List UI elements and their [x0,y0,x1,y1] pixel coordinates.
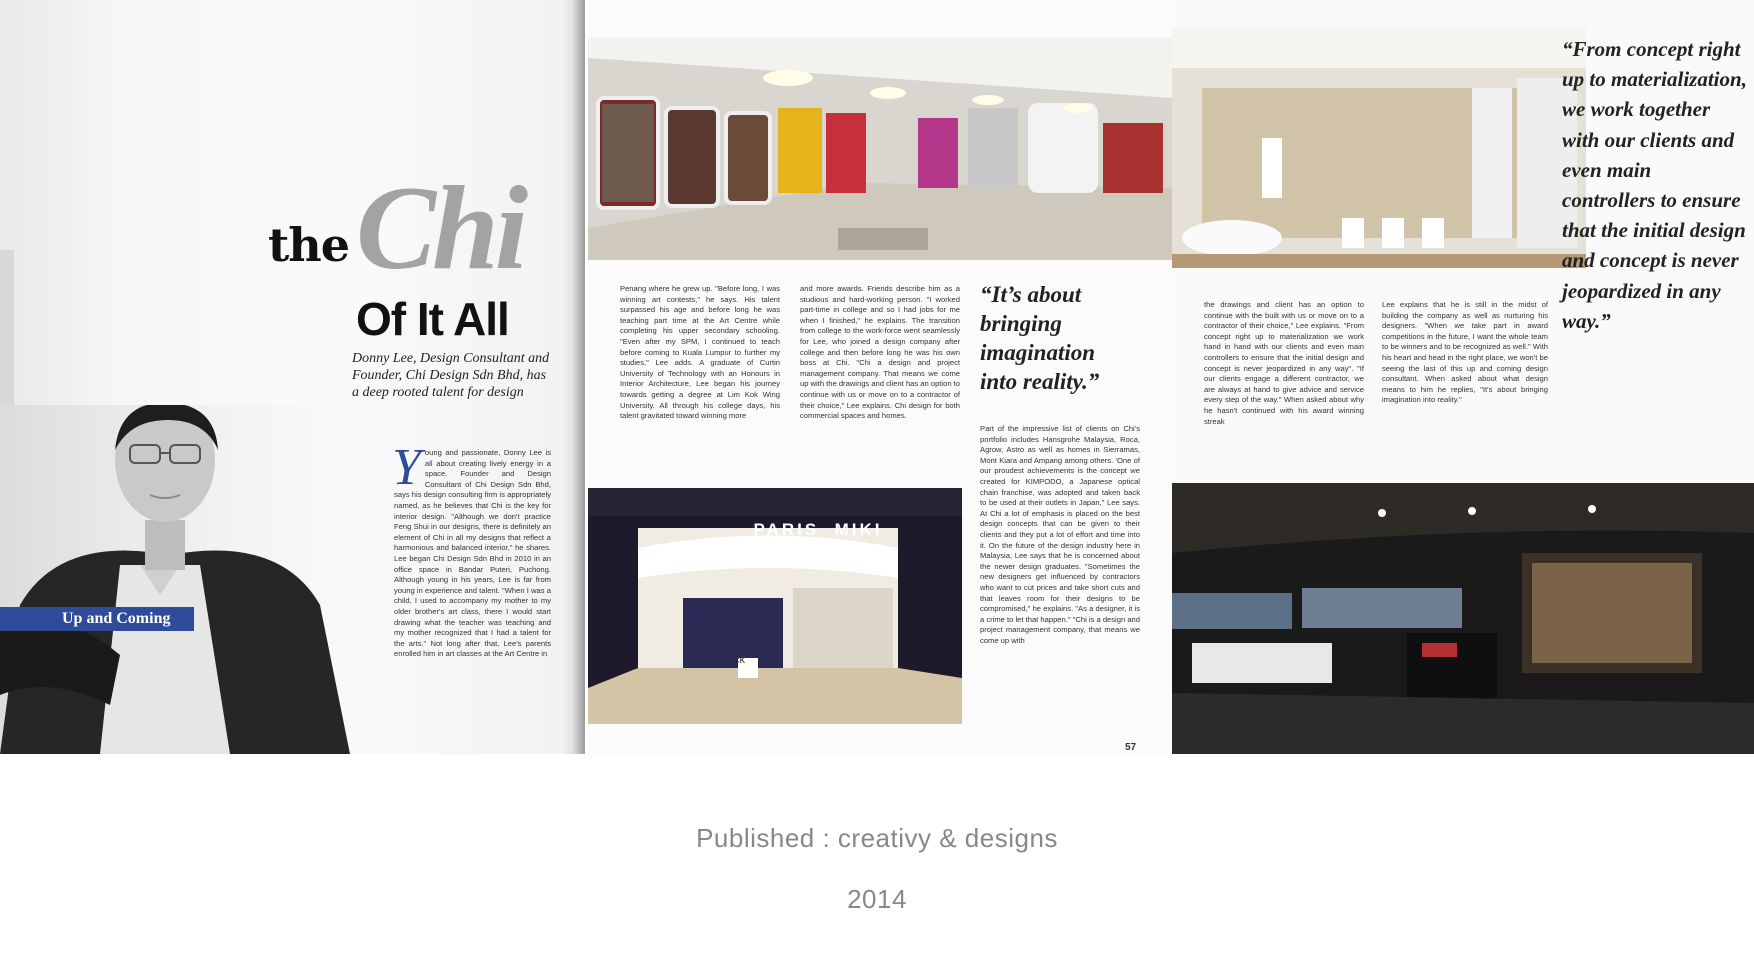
bathroom-showroom-photo [1172,28,1586,268]
store-brand-mark: ck [734,654,745,666]
article-column-5: the drawings and client has an option to continue with the built with us or move on to a contractor of their choice," Lee explains. "From concept right up to materialization we work hand in hand with our clients and even main controllers to ensure that the initial design and concept is never jeopardized in any way". "If our clients engage a different contractor, we are always at hand to give advice and service every step of the way." When asked about why he hasn't continued with his award winning streak [1204,300,1364,426]
drop-cap: Y [392,439,421,496]
section-tag: Up and Coming [0,607,194,631]
store-sign: PARIS MIKI [753,520,883,539]
right-page [1172,0,1754,754]
article-column-6: Lee explains that he is still in the midst of building the company as well as nurturing his designers. "When we take part in award competitions in the future, I want the whole team to be winners and to be recognized as well." With his heart and head in the right place, we won't be seeing the last of this up and coming design consultant. When asked about what design means to him he replies, "It's about bringing imagination into reality." [1382,300,1548,405]
pull-quote-imagination: “It’s about bringing imagination into reality.” [980,282,1100,394]
page-number: 57 [1125,742,1137,753]
left-page [0,0,585,754]
title-chi: Chi [356,161,525,294]
mall-corridor-photo [588,38,1172,260]
article-column-1 [392,439,551,660]
published-year: 2014 [847,884,907,914]
title-of-it-all: Of It All [356,293,509,345]
article-deck: Donny Lee, Design Consultant and Founder, Chi Design Sdn Bhd, has a deep rooted talent for design [352,351,550,400]
article-column-3: and more awards. Friends describe him as a studious and hard-working person. "I worked part-time in college and so I had jobs for me when I finished," he explains. The transition from college to the work-force went seamlessly for Lee, who joined a design company after college and then before long he was his own boss at Chi. "Chi a design and project management company. That means we come up with the drawings and client has an option to continue with us or move on to a contractor of their choice," Lee explains. Chi design for both commercial spaces and homes. [800,284,960,421]
article-column-4: Part of the impressive list of clients on Chi's portfolio includes Hansgrohe Malaysia, Roca, Agrow, Astro as well as homes in Sierramas, Mont Kiara and Ampang among others. 'One of our proudest achievements is the concept we created for KIMPODO, a Japanese optical chain franchise, was adopted and taken back to be used at their outlets in Japan," Lee says. At Chi a lot of emphasis is placed on the best design concepts that can be given to their clients and they put a lot of effort and time into it. On the future of the design industry here in Malaysia, Lee says that he is concerned about the newer design graduates. "Sometimes the new designers get influenced by contractors who want to cut prices and take short cuts and that leaves room for their designs to be compromised," he explains. "As a designer, it is a crime to let that happen." "Chi is a design and project management company, that means we come up with [980,424,1140,645]
portrait-photo [0,405,380,754]
title-the: the [268,218,349,272]
pull-quote-concept: “From concept right up to materialization, we work together with our clients and even main controllers to ensure that the initial design and concept is never jeopardized in any way.” [1562,37,1747,333]
dark-showroom-photo [1172,483,1754,754]
article-column-2: Penang where he grew up. "Before long, I was winning art contests," he says. His talent surpassed his age and before long he was teaching part time at the Art Centre while completing his upper secondary schooling. "Even after my SPM, I continued to teach before coming to Kuala Lumpur to further my studies," Lee adds. A graduate of Curtin University of Technology with an Honours in Interior Architecture, Lee began his journey towards getting a degree at Lim Kok Wing University. All through his college days, his talent gravitated toward winning more [620,284,780,421]
published-caption: Published : creativy & designs [696,823,1058,853]
gutter-shadow [572,0,585,754]
column-1-text: oung and passionate, Donny Lee is all about creating lively energy in a space. Founder and Design Consultant of Chi Design Sdn Bhd, says his design consulting firm is appropriately named, as he believes that Chi is the key for interior design. "Although we don't practice Feng Shui in our designs, there is definitely an element of Chi in all my designs that reflect a harmonious and balanced interior," he shares. Lee began Chi Design Sdn Bhd in 2010 in an office space in Bandar Puteri, Puchong. Although young in his years, Lee is far from young in experience and talent. "When I was a child, I used to accompany my mother to my older brother's art class, there I would start drawing what the teacher was teaching and my mother recognized that I had a talent for the arts." Not long after that, Lee's parents enrolled him in art classes at the Art Centre in [394,448,551,659]
middle-page [588,0,1174,754]
